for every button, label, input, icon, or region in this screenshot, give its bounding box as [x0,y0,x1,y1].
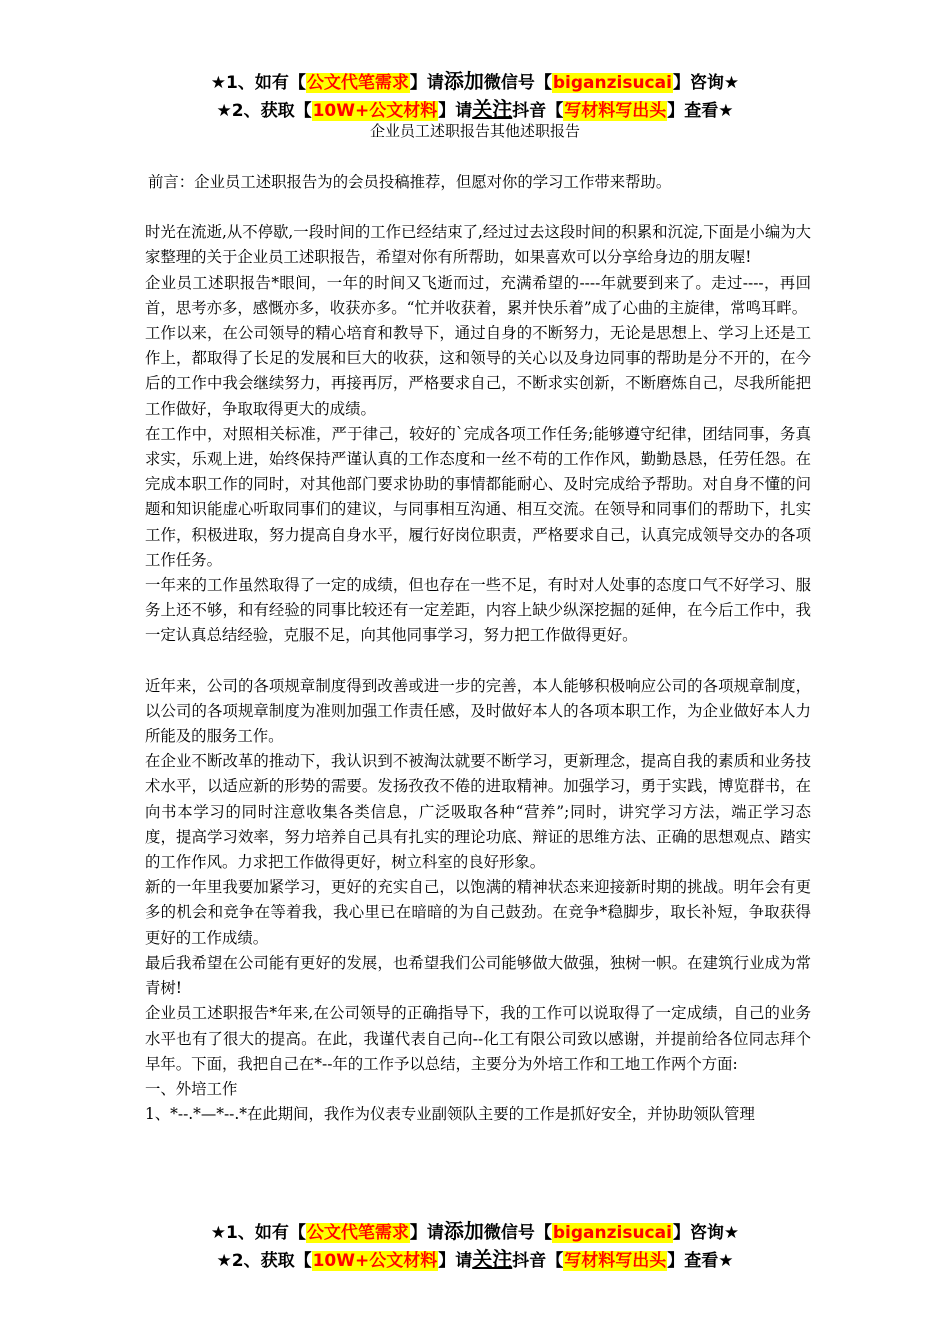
promo-emphasis: 关注 [472,97,513,121]
promo-line-1: ★1、如有【公文代笔需求】请添加微信号【biganzisucai】咨询★ [210,1219,740,1243]
body-paragraph: 时光在流逝,从不停歇,一段时间的工作已经结束了,经过过去这段时间的积累和沉淀,下面是小编为大家整理的关于企业员工述职报告，希望对你有所帮助，如果喜欢可以分享给身边的朋友喔! [145,223,811,267]
body-paragraph: 企业员工述职报告*年来,在公司领导的正确指导下，我的工作可以说取得了一定成绩，自己的业务水平也有了很大的提高。在此，我谨代表自己向--化工有限公司致以感谢，并提前给各位同志拜个早年。下面，我把自己在*--年的工作予以总结，主要分为外培工作和工地工作两个方面: [145,1004,811,1073]
promo-line-2: ★2、获取【10W+公文材料】请关注抖音【写材料写出头】查看★ [216,97,734,121]
body-paragraph: 工作以来，在公司领导的精心培育和教导下，通过自身的不断努力，无论是思想上、学习上还是工作上，都取得了长足的发展和巨大的收获，这和领导的关心以及身边同事的帮助是分不开的，在今后的工作中我会继续努力，再接再厉，严格要求自己，不断求实创新，不断磨炼自己，尽我所能把工作做好，争取取得更大的成绩。 [145,324,811,418]
promo-emphasis: 关注 [472,1247,513,1271]
promo-wechat-id: biganzisucai [552,1223,672,1243]
promo-douyin-id: 写材料写出头 [564,1251,667,1271]
promo-highlight: 10W+公文材料 [312,1251,438,1271]
section-heading: 一、外培工作 [145,1079,238,1098]
promo-douyin-id: 写材料写出头 [564,101,667,121]
promo-banner-top [0,68,950,124]
promo-banner-bottom [0,1218,950,1274]
promo-highlight: 公文代笔需求 [306,1223,409,1243]
body-paragraph: 一年来的工作虽然取得了一定的成绩，但也存在一些不足，有时对人处事的态度口气不好学习、服务上还不够，和有经验的同事比较还有一定差距，内容上缺少纵深挖掘的延伸，在今后工作中，我一定认真总结经验，克服不足，向其他同事学习，努力把工作做得更好。 [145,576,811,645]
promo-wechat-id: biganzisucai [552,73,672,93]
promo-highlight: 10W+公文材料 [312,101,438,121]
promo-emphasis: 添加 [443,1219,484,1243]
promo-line-1: ★1、如有【公文代笔需求】请添加微信号【biganzisucai】咨询★ [210,69,740,93]
body-paragraph: 新的一年里我要加紧学习，更好的充实自己，以饱满的精神状态来迎接新时期的挑战。明年会有更多的机会和竞争在等着我，我心里已在暗暗的为自己鼓劲。在竞争*稳脚步，取长补短，争取获得更好的工作成绩。 [145,878,811,947]
document-title: 企业员工述职报告其他述职报告 [369,122,580,140]
promo-emphasis: 添加 [443,69,484,93]
body-paragraph: 1、*--.*—*--.*在此期间，我作为仪表专业副领队主要的工作是抓好安全，并协助领队管理 [145,1105,755,1124]
paragraph-gap [145,649,811,674]
promo-line-2: ★2、获取【10W+公文材料】请关注抖音【写材料写出头】查看★ [216,1247,734,1271]
body-paragraph: 最后我希望在公司能有更好的发展，也希望我们公司能够做大做强，独树一帜。在建筑行业成为常青树! [145,953,811,998]
promo-highlight: 公文代笔需求 [306,73,409,93]
paragraph-gap [145,195,811,220]
body-paragraph: 近年来，公司的各项规章制度得到改善或进一步的完善，本人能够积极响应公司的各项规章制度，以公司的各项规章制度为准则加强工作责任感，及时做好本人的各项本职工作，为企业做好本人力所能及的服务工作。 [145,676,811,746]
intro-paragraph: 前言：企业员工述职报告为的会员投稿推荐，但愿对你的学习工作带来帮助。 [148,173,672,191]
document-body [145,170,811,1127]
body-paragraph: 在工作中，对照相关标准，严于律己，较好的`完成各项工作任务;能够遵守纪律，团结同事，务真求实，乐观上进，始终保持严谨认真的工作态度和一丝不苟的工作作风，勤勤恳恳，任劳任怨。在完成本职工作的同时，对其他部门要求协助的事情都能耐心、及时完成给予帮助。对自身不懂的问题和知识能虚心听取同事们的建议，与同事相互沟通、相互交流。在领导和同事们的帮助下，扎实工作，积极进取，努力提高自身水平，履行好岗位职责，严格要求自己，认真完成领导交办的各项工作任务。 [145,424,811,569]
body-paragraph: 在企业不断改革的推动下，我认识到不被淘汰就要不断学习，更新理念，提高自我的素质和业务技术水平，以适应新的形势的需要。发扬孜孜不倦的进取精神。加强学习，勇于实践，博览群书，在向书本学习的同时注意收集各类信息，广泛吸取各种“营养”;同时，讲究学习方法，端正学习态度，提高学习效率，努力培养自己具有扎实的理论功底、辩证的思维方法、正确的思想观点、踏实的工作作风。力求把工作做得更好，树立科室的良好形象。 [145,752,811,872]
body-paragraph: 企业员工述职报告*眼间，一年的时间又飞逝而过，充满希望的----年就要到来了。走过----，再回首，思考亦多，感慨亦多，收获亦多。“忙并收获着，累并快乐着”成了心曲的主旋律，常鸣耳畔。 [145,273,811,317]
